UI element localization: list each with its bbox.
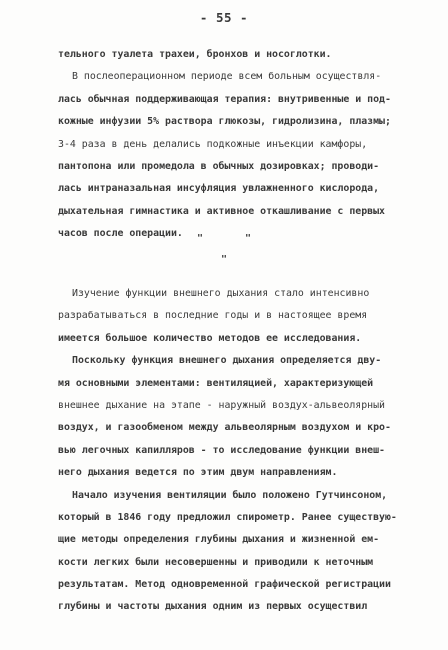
text-line: него дыхания ведется по этим двум направлениям. <box>58 467 338 479</box>
section-separator-bottom: " <box>220 254 228 265</box>
text-line: Поскольку функция внешнего дыхания определяется дву- <box>72 355 382 367</box>
text-line: тельного туалета трахеи, бронхов и носоглотки. <box>58 49 332 60</box>
text-line: глубины и частоты дыхания одним из первых осуществил <box>58 601 368 613</box>
text-line: 3-4 раза в день делались подкожные инъекции камфоры, <box>58 138 368 150</box>
text-line: кожные инфузии 5% раствора глюкозы, гидролизина, плазмы; <box>58 116 391 128</box>
text-line: лась интраназальная инсуфляция увлажненного кислорода, <box>58 183 380 195</box>
text-line: имеется большое количество методов ее исследования. <box>58 332 362 344</box>
text-line: Начало изучения вентиляции было положено Гутчинсоном, <box>72 489 388 501</box>
text-line: мя основными элементами: вентиляцией, характеризующей <box>58 377 374 389</box>
text-line: который в 1846 году предложил спирометр. Ранее существую- <box>58 511 397 523</box>
text-line: В послеоперационном периоде всем больным осуществля- <box>72 71 382 83</box>
text-line: Изучение функции внешнего дыхания стало интенсивно <box>72 288 370 299</box>
text-line: лась обычная поддерживающая терапия: внутривенные и под- <box>58 93 391 105</box>
text-line: результатам. Метод одновременной графической регистрации <box>58 579 391 591</box>
text-line: воздух, и газообменом между альвеолярным воздухом и кро- <box>58 422 391 434</box>
text-block-postoperative <box>58 44 436 246</box>
text-line: щие методы определения глубины дыхания и жизненной ем- <box>58 534 380 546</box>
text-line: дыхательная гимнастика и активное откашливание с первых <box>58 205 385 217</box>
text-line: часов после операции. <box>58 228 183 240</box>
text-line: кости легких были несовершенны и приводили к неточным <box>58 556 374 568</box>
page-number: - 55 - <box>199 10 249 25</box>
text-line: внешнее дыхание на этапе - наружный воздух-альвеолярный <box>58 399 385 411</box>
text-line: пантопона или промедола в обычных дозировках; проводи- <box>58 160 380 172</box>
text-block-respiration <box>58 283 436 619</box>
text-line: вью легочных капилляров - то исследование функции внеш- <box>58 444 385 456</box>
section-separator-top: " " <box>196 233 270 244</box>
text-line: разрабатываться в последние годы и в настоящее время <box>58 310 368 322</box>
